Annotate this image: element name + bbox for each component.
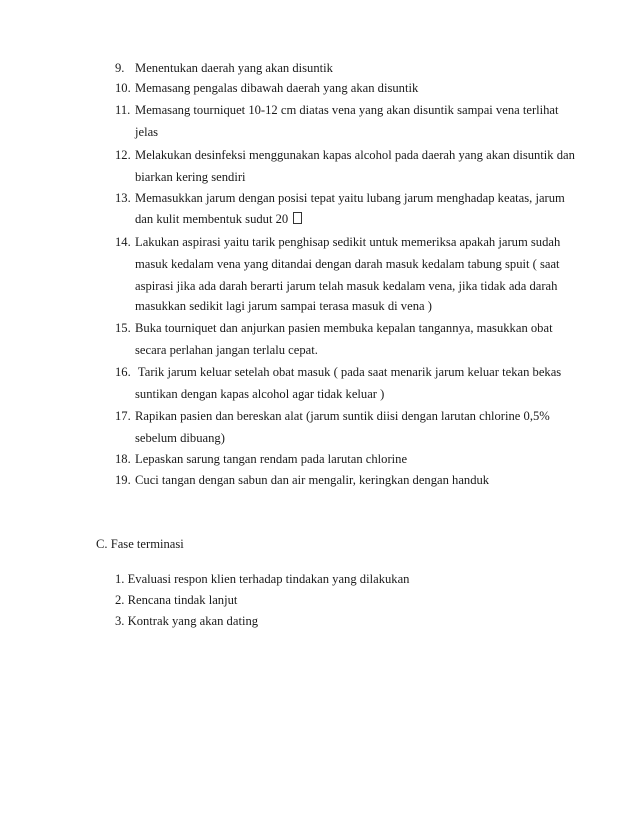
list-text: Cuci tangan dengan sabun dan air mengalir, keringkan dengan handuk: [135, 473, 490, 487]
list-number: 18.: [115, 452, 131, 466]
list-number: 16.: [115, 365, 131, 379]
list-text: Memasang pengalas dibawah daerah yang akan disuntik: [135, 81, 419, 95]
list-text-continuation: secara perlahan jangan terlalu cepat.: [135, 343, 318, 357]
list-item: 2. Rencana tindak lanjut: [115, 593, 238, 607]
list-number: 19.: [115, 473, 131, 487]
list-text: Memasang tourniquet 10-12 cm diatas vena yang akan disuntik sampai vena terlihat: [135, 103, 559, 117]
list-number: 14.: [115, 235, 131, 249]
list-item: 1. Evaluasi respon klien terhadap tindakan yang dilakukan: [115, 572, 410, 586]
list-text-continuation: masukkan sedikit lagi jarum sampai terasa masuk di vena ): [135, 299, 432, 313]
list-text: Lepaskan sarung tangan rendam pada larutan chlorine: [135, 452, 408, 466]
list-text: Tarik jarum keluar setelah obat masuk ( pada saat menarik jarum keluar tekan bekas: [135, 365, 562, 379]
list-text: Rapikan pasien dan bereskan alat (jarum suntik diisi dengan larutan chlorine 0,5%: [135, 409, 550, 423]
list-text-continuation: aspirasi jika ada darah berarti jarum telah masuk kedalam vena, jika tidak ada darah: [135, 279, 558, 293]
list-number: 11.: [115, 103, 131, 117]
list-text: Menentukan daerah yang akan disuntik: [135, 61, 333, 75]
degree-glyph-icon: [293, 212, 302, 224]
list-number: 12.: [115, 148, 131, 162]
section-heading: C. Fase terminasi: [96, 537, 184, 551]
list-text: Buka tourniquet dan anjurkan pasien membuka kepalan tangannya, masukkan obat: [135, 321, 553, 335]
list-number: 13.: [115, 191, 131, 205]
list-text-continuation: suntikan dengan kapas alcohol agar tidak keluar ): [135, 387, 385, 401]
list-text: Melakukan desinfeksi menggunakan kapas alcohol pada daerah yang akan disuntik dan: [135, 148, 575, 162]
list-text: dan kulit membentuk sudut 20: [135, 212, 289, 226]
list-number: 17.: [115, 409, 131, 423]
list-number: 9.: [115, 61, 125, 75]
list-text-continuation: masuk kedalam vena yang ditandai dengan darah masuk kedalam tabung spuit ( saat: [135, 257, 560, 271]
list-item: 3. Kontrak yang akan dating: [115, 614, 259, 628]
list-text: Memasukkan jarum dengan posisi tepat yaitu lubang jarum menghadap keatas, jarum: [135, 191, 565, 205]
list-text-continuation: biarkan kering sendiri: [135, 170, 246, 184]
list-text-continuation: sebelum dibuang): [135, 431, 225, 445]
list-text-continuation: jelas: [135, 125, 159, 139]
list-text-continuation: [135, 211, 302, 227]
list-text: Lakukan aspirasi yaitu tarik penghisap sedikit untuk memeriksa apakah jarum sudah: [135, 235, 561, 249]
list-number: 15.: [115, 321, 131, 335]
list-number: 10.: [115, 81, 131, 95]
